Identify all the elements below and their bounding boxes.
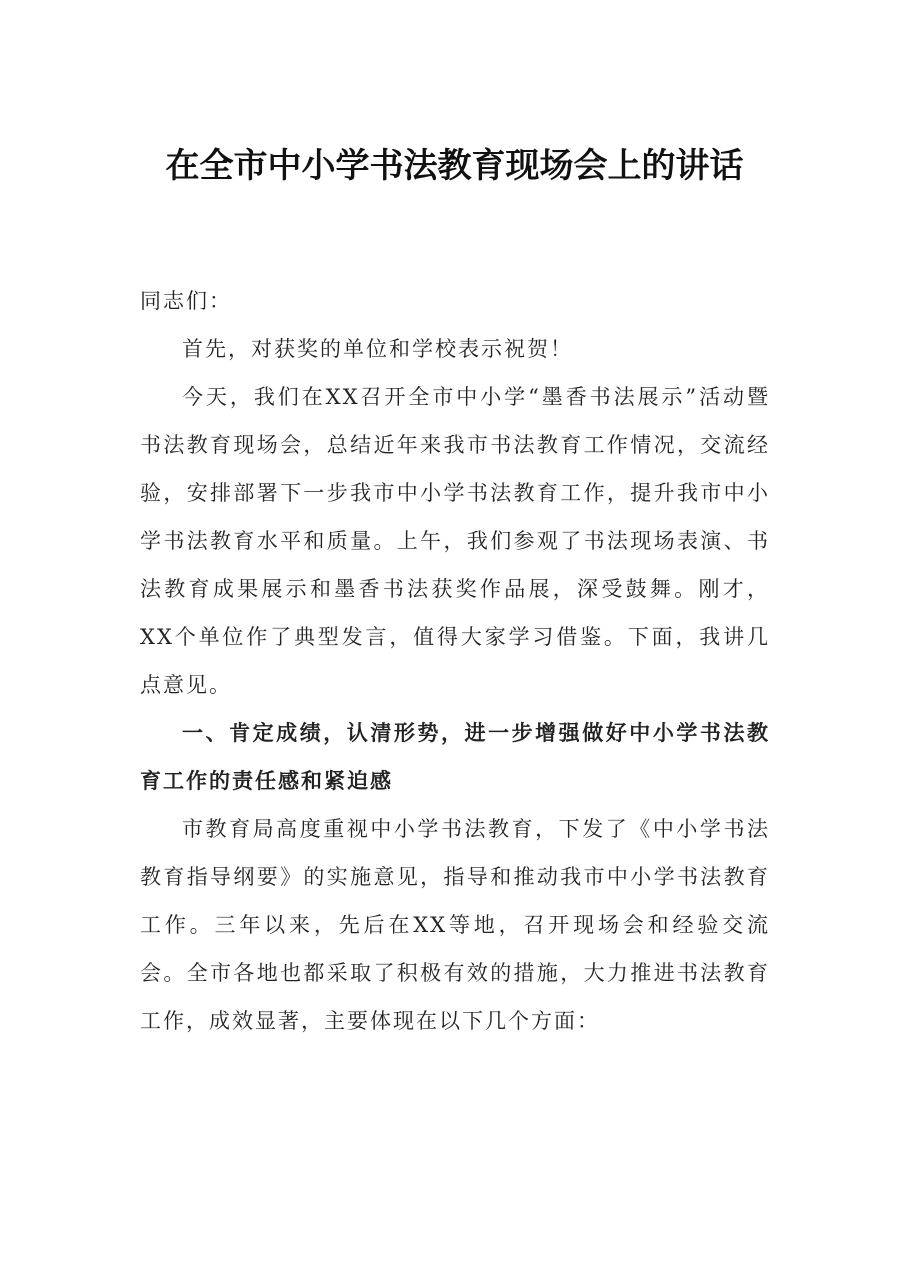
document-title: 在全市中小学书法教育现场会上的讲话	[165, 146, 744, 186]
section-heading-1: 一、肯定成绩，认清形势，进一步增强做好中小学书法教育工作的责任感和紧迫感	[140, 720, 770, 793]
document-body	[140, 277, 770, 1045]
paragraph-introduction: 今天，我们在XX召开全市中小学“墨香书法展示”活动暨书法教育现场会，总结近年来我市书法教育工作情况，交流经验，安排部署下一步我市中小学书法教育工作，提升我市中小学书法教育水平和质量。上午，我们参观了书法现场表演、书法教育成果展示和墨香书法获奖作品展，深受鼓舞。刚才，XX个单位作了典型发言，值得大家学习借鉴。下面，我讲几点意见。	[140, 385, 770, 697]
paragraph-congratulations: 首先，对获奖的单位和学校表示祝贺！	[182, 337, 573, 361]
paragraph-achievements: 市教育局高度重视中小学书法教育，下发了《中小学书法教育指导纲要》的实施意见，指导和推动我市中小学书法教育工作。三年以来，先后在XX等地，召开现场会和经验交流会。全市各地也都采取了积极有效的措施，大力推进书法教育工作，成效显著，主要体现在以下几个方面：	[140, 817, 770, 1033]
salutation: 同志们：	[140, 289, 232, 313]
